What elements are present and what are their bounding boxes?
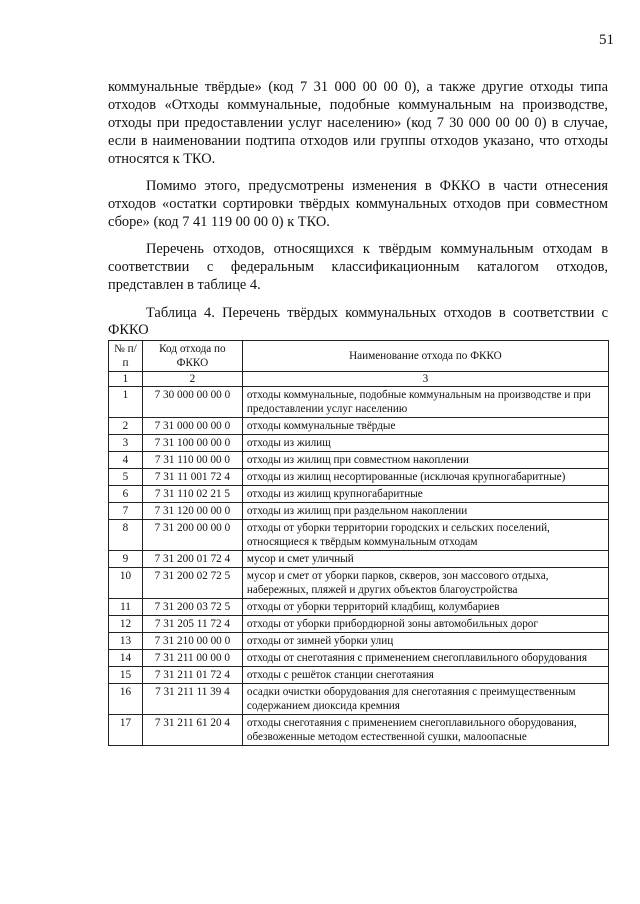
row-code: 7 31 120 00 00 0	[142, 503, 242, 520]
paragraph-2: Помимо этого, предусмотрены изменения в ФККО в части отнесения отходов «остатки сортировки твёрдых коммунальных отходов при совместном сборе» (код 7 41 119 00 00 0) к ТКО.	[108, 178, 608, 230]
row-number: 11	[109, 599, 143, 616]
row-code: 7 31 000 00 00 0	[142, 418, 242, 435]
header-number: № п/п	[109, 341, 143, 372]
table-row	[109, 503, 609, 520]
row-code: 7 31 200 02 72 5	[142, 568, 242, 599]
row-number: 13	[109, 633, 143, 650]
table-row	[109, 599, 609, 616]
row-name: отходы из жилищ	[242, 435, 608, 452]
row-code: 7 31 211 00 00 0	[142, 650, 242, 667]
table-row	[109, 551, 609, 568]
row-number: 12	[109, 616, 143, 633]
row-number: 4	[109, 452, 143, 469]
row-code: 7 31 200 00 00 0	[142, 520, 242, 551]
table-index-row	[109, 372, 609, 387]
row-code: 7 31 100 00 00 0	[142, 435, 242, 452]
index-cell: 2	[142, 372, 242, 387]
table-row	[109, 486, 609, 503]
row-number: 6	[109, 486, 143, 503]
table-row	[109, 684, 609, 715]
row-number: 16	[109, 684, 143, 715]
table-row	[109, 435, 609, 452]
table-row	[109, 452, 609, 469]
row-name: отходы из жилищ при совместном накоплении	[242, 452, 608, 469]
row-number: 9	[109, 551, 143, 568]
row-name: отходы из жилищ несортированные (исключая крупногабаритные)	[242, 469, 608, 486]
paragraph-1: коммунальные твёрдые» (код 7 31 000 00 00 0), а также другие отходы типа отходов «Отходы коммунальные, подобные коммунальным на производстве, отходы при предоставлении услуг населению» (код 7 30 000 00 00 0) в случае, если в наименовании подтипа отходов или группы отходов указано, что отходы относятся к ТКО.	[108, 79, 608, 167]
table-row	[109, 616, 609, 633]
row-name: осадки очистки оборудования для снеготаяния с преимущественным содержанием диоксида кремния	[242, 684, 608, 715]
index-cell: 1	[109, 372, 143, 387]
table-row	[109, 418, 609, 435]
page-number: 51	[599, 32, 614, 48]
table-row	[109, 387, 609, 418]
row-name: мусор и смет уличный	[242, 551, 608, 568]
row-code: 7 31 211 61 20 4	[142, 715, 242, 746]
row-name: отходы из жилищ при раздельном накоплении	[242, 503, 608, 520]
row-name: отходы коммунальные, подобные коммунальным на производстве и при предоставлении услуг населению	[242, 387, 608, 418]
row-code: 7 31 211 01 72 4	[142, 667, 242, 684]
row-number: 14	[109, 650, 143, 667]
row-number: 5	[109, 469, 143, 486]
table-header-row	[109, 341, 609, 372]
row-code: 7 31 110 02 21 5	[142, 486, 242, 503]
row-name: отходы с решёток станции снеготаяния	[242, 667, 608, 684]
paragraph-3: Перечень отходов, относящихся к твёрдым коммунальным отходам в соответствии с федеральным классификационным каталогом отходов, представлен в таблице 4.	[108, 241, 608, 293]
row-code: 7 31 210 00 00 0	[142, 633, 242, 650]
waste-table	[108, 340, 609, 746]
row-number: 1	[109, 387, 143, 418]
table-row	[109, 650, 609, 667]
table-row	[109, 469, 609, 486]
row-number: 17	[109, 715, 143, 746]
row-name: отходы от уборки территории городских и сельских поселений, относящиеся к твёрдым коммунальным отходам	[242, 520, 608, 551]
row-code: 7 30 000 00 00 0	[142, 387, 242, 418]
row-name: отходы снеготаяния с применением снегоплавильного оборудования, обезвоженные методом естественной сушки, малоопасные	[242, 715, 608, 746]
row-code: 7 31 200 01 72 4	[142, 551, 242, 568]
row-name: отходы от уборки прибордюрной зоны автомобильных дорог	[242, 616, 608, 633]
row-number: 7	[109, 503, 143, 520]
row-code: 7 31 11 001 72 4	[142, 469, 242, 486]
row-number: 2	[109, 418, 143, 435]
row-number: 8	[109, 520, 143, 551]
header-code: Код отхода по ФККО	[142, 341, 242, 372]
table-caption: Таблица 4. Перечень твёрдых коммунальных отходов в соответствии с ФККО	[108, 305, 608, 338]
table-row	[109, 667, 609, 684]
row-code: 7 31 211 11 39 4	[142, 684, 242, 715]
row-code: 7 31 205 11 72 4	[142, 616, 242, 633]
index-cell: 3	[242, 372, 608, 387]
table-row	[109, 520, 609, 551]
row-name: мусор и смет от уборки парков, скверов, зон массового отдыха, набережных, пляжей и других объектов благоустройства	[242, 568, 608, 599]
row-name: отходы от зимней уборки улиц	[242, 633, 608, 650]
row-number: 3	[109, 435, 143, 452]
row-number: 15	[109, 667, 143, 684]
row-number: 10	[109, 568, 143, 599]
header-name: Наименование отхода по ФККО	[242, 341, 608, 372]
table-row	[109, 633, 609, 650]
row-code: 7 31 200 03 72 5	[142, 599, 242, 616]
table-row	[109, 568, 609, 599]
table-row	[109, 715, 609, 746]
row-name: отходы из жилищ крупногабаритные	[242, 486, 608, 503]
row-code: 7 31 110 00 00 0	[142, 452, 242, 469]
row-name: отходы от снеготаяния с применением снегоплавильного оборудования	[242, 650, 608, 667]
row-name: отходы коммунальные твёрдые	[242, 418, 608, 435]
row-name: отходы от уборки территорий кладбищ, колумбариев	[242, 599, 608, 616]
